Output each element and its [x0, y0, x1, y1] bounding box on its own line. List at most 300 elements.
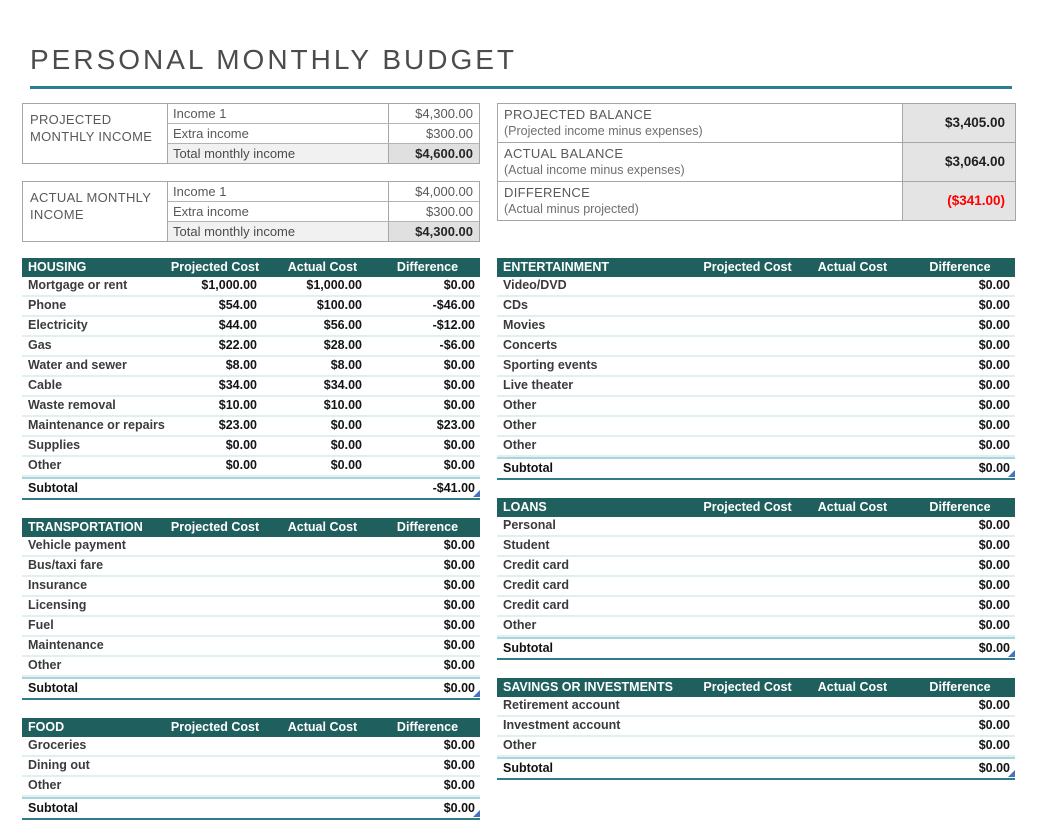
projected-cost-cell[interactable]	[695, 717, 800, 735]
category-cell[interactable]: Supplies	[28, 438, 81, 452]
actual-cost-cell[interactable]	[800, 597, 905, 615]
expense-row	[497, 577, 1015, 597]
expense-row	[22, 757, 480, 777]
income-item-cell[interactable]: Total monthly income	[168, 222, 389, 241]
expense-row	[497, 317, 1015, 337]
expense-table-entertainment	[497, 258, 1015, 480]
category-cell[interactable]: Vehicle payment	[28, 538, 126, 552]
subtotal-row	[497, 757, 1015, 780]
difference-cell[interactable]: $0.00	[978, 518, 1010, 532]
projected-cost-cell[interactable]: $22.00	[218, 338, 257, 352]
actual-cost-cell[interactable]	[800, 517, 905, 535]
category-cell[interactable]: Water and sewer	[28, 358, 127, 372]
subtotal-difference-cell[interactable]: -$41.00	[432, 481, 475, 495]
column-header-actual-cost: Actual Cost	[817, 680, 888, 694]
difference-cell[interactable]: $0.00	[978, 558, 1010, 572]
expense-row	[22, 397, 480, 417]
category-cell[interactable]: Other	[503, 418, 537, 432]
expense-row	[497, 337, 1015, 357]
difference-cell[interactable]: $0.00	[443, 558, 475, 572]
balance-label-cell	[498, 104, 903, 142]
fill-handle-icon	[1008, 470, 1015, 477]
category-cell[interactable]: Licensing	[28, 598, 87, 612]
actual-cost-cell[interactable]	[800, 577, 905, 595]
subtotal-actual-cell	[270, 799, 375, 818]
difference-cell[interactable]: $0.00	[443, 778, 475, 792]
balance-row	[498, 143, 1015, 182]
expense-row	[22, 577, 480, 597]
income-table-1	[22, 181, 480, 242]
actual-cost-cell[interactable]	[270, 577, 375, 595]
expense-table-title: LOANS	[503, 500, 547, 514]
actual-cost-cell[interactable]	[270, 537, 375, 555]
expense-row	[22, 537, 480, 557]
actual-cost-cell[interactable]: $28.00	[323, 338, 362, 352]
projected-cost-cell[interactable]	[160, 597, 270, 615]
subtotal-difference-cell[interactable]: $0.00	[443, 681, 475, 695]
subtotal-row	[22, 677, 480, 700]
subtotal-projected-cell	[160, 679, 270, 698]
projected-cost-cell[interactable]	[695, 417, 800, 435]
actual-cost-cell[interactable]: $34.00	[323, 378, 362, 392]
projected-cost-cell[interactable]: $0.00	[225, 458, 257, 472]
difference-cell[interactable]: $0.00	[978, 338, 1010, 352]
difference-cell[interactable]: $0.00	[978, 718, 1010, 732]
column-header-actual-cost: Actual Cost	[287, 260, 358, 274]
actual-cost-cell[interactable]	[800, 437, 905, 455]
title-underline	[30, 86, 1012, 89]
income-row	[168, 124, 479, 144]
income-value-cell[interactable]: $4,600.00	[389, 144, 479, 163]
actual-cost-cell[interactable]: $100.00	[316, 298, 362, 312]
projected-cost-cell[interactable]	[695, 737, 800, 755]
actual-cost-cell[interactable]: $0.00	[330, 418, 362, 432]
actual-cost-cell[interactable]	[800, 297, 905, 315]
difference-cell[interactable]: $0.00	[443, 638, 475, 652]
difference-cell[interactable]: $0.00	[443, 438, 475, 452]
expense-table-header	[497, 258, 1015, 277]
actual-cost-cell[interactable]	[270, 617, 375, 635]
projected-cost-cell[interactable]	[695, 617, 800, 635]
projected-cost-cell[interactable]	[695, 337, 800, 355]
actual-cost-cell[interactable]	[800, 377, 905, 395]
actual-cost-cell[interactable]: $0.00	[330, 438, 362, 452]
expense-table-title: TRANSPORTATION	[28, 520, 143, 534]
difference-cell[interactable]: $0.00	[443, 278, 475, 292]
projected-cost-cell[interactable]	[695, 297, 800, 315]
subtotal-actual-cell	[270, 479, 375, 498]
expense-table-header	[22, 258, 480, 277]
difference-cell[interactable]: $0.00	[978, 438, 1010, 452]
actual-cost-cell[interactable]	[270, 757, 375, 775]
actual-cost-cell[interactable]	[800, 277, 905, 295]
difference-cell[interactable]: $0.00	[978, 378, 1010, 392]
actual-cost-cell[interactable]	[800, 557, 905, 575]
expense-row	[497, 277, 1015, 297]
income-item-cell[interactable]: Total monthly income	[168, 144, 389, 163]
balance-row-title: DIFFERENCE	[504, 185, 591, 200]
column-header-projected-cost: Projected Cost	[703, 260, 792, 274]
actual-cost-cell[interactable]	[800, 397, 905, 415]
income-row	[168, 202, 479, 222]
expense-table-loans	[497, 498, 1015, 660]
balance-row-subtitle: (Actual minus projected)	[504, 202, 639, 216]
difference-cell[interactable]: -$6.00	[439, 338, 475, 352]
projected-cost-cell[interactable]	[695, 517, 800, 535]
expense-table-header	[22, 718, 480, 737]
income-value-cell[interactable]: $300.00	[426, 126, 473, 141]
difference-cell[interactable]: $0.00	[443, 358, 475, 372]
actual-cost-cell[interactable]	[800, 537, 905, 555]
projected-cost-cell[interactable]: $44.00	[218, 318, 257, 332]
expense-column-right	[497, 258, 1015, 798]
balance-value-cell[interactable]: $3,064.00	[903, 143, 1015, 181]
difference-cell[interactable]: $0.00	[978, 698, 1010, 712]
subtotal-projected-cell	[695, 759, 800, 778]
projected-cost-cell[interactable]	[695, 537, 800, 555]
projected-cost-cell[interactable]	[160, 657, 270, 675]
projected-cost-cell[interactable]	[160, 617, 270, 635]
category-cell[interactable]: Concerts	[503, 338, 558, 352]
actual-cost-cell[interactable]	[270, 597, 375, 615]
difference-cell[interactable]: -$12.00	[432, 318, 475, 332]
category-cell[interactable]: Other	[503, 398, 537, 412]
expense-row	[22, 637, 480, 657]
income-section-label: ACTUAL MONTHLY INCOME	[23, 182, 168, 241]
category-cell[interactable]: Sporting events	[503, 358, 598, 372]
category-cell[interactable]: Credit card	[503, 558, 569, 572]
income-rows	[168, 182, 479, 241]
category-cell[interactable]: Student	[503, 538, 550, 552]
expense-table-title: HOUSING	[28, 260, 87, 274]
actual-cost-cell[interactable]: $8.00	[330, 358, 362, 372]
projected-cost-cell[interactable]	[160, 637, 270, 655]
actual-cost-cell[interactable]	[800, 617, 905, 635]
expense-table-title: SAVINGS OR INVESTMENTS	[503, 680, 673, 694]
projected-cost-cell[interactable]	[695, 377, 800, 395]
actual-cost-cell[interactable]	[270, 557, 375, 575]
category-cell[interactable]: Live theater	[503, 378, 574, 392]
column-header-actual-cost: Actual Cost	[287, 520, 358, 534]
projected-cost-cell[interactable]	[160, 557, 270, 575]
expense-row	[22, 277, 480, 297]
expense-row	[497, 437, 1015, 457]
difference-cell[interactable]: $23.00	[436, 418, 475, 432]
balance-row-title: PROJECTED BALANCE	[504, 107, 653, 122]
subtotal-row	[497, 457, 1015, 480]
subtotal-label: Subtotal	[503, 461, 553, 475]
expense-row	[497, 377, 1015, 397]
column-header-projected-cost: Projected Cost	[170, 520, 260, 534]
projected-cost-cell[interactable]	[695, 697, 800, 715]
income-row	[168, 222, 479, 241]
category-cell[interactable]: Electricity	[28, 318, 88, 332]
category-cell[interactable]: Video/DVD	[503, 278, 567, 292]
projected-cost-cell[interactable]: $34.00	[218, 378, 257, 392]
column-header-projected-cost: Projected Cost	[170, 720, 260, 734]
expense-table-title: ENTERTAINMENT	[503, 260, 610, 274]
expense-table-savings	[497, 678, 1015, 780]
column-header-difference: Difference	[929, 500, 991, 514]
projected-cost-cell[interactable]	[160, 777, 270, 795]
actual-cost-cell[interactable]: $1,000.00	[306, 278, 362, 292]
fill-handle-icon	[473, 490, 480, 497]
difference-cell[interactable]: $0.00	[978, 578, 1010, 592]
projected-cost-cell[interactable]: $1,000.00	[201, 278, 257, 292]
category-cell[interactable]: Cable	[28, 378, 63, 392]
subtotal-row	[22, 477, 480, 500]
column-header-difference: Difference	[396, 720, 459, 734]
projected-cost-cell[interactable]	[160, 577, 270, 595]
projected-cost-cell[interactable]	[160, 757, 270, 775]
column-header-projected-cost: Projected Cost	[170, 260, 260, 274]
expense-row	[497, 517, 1015, 537]
fill-handle-icon	[473, 810, 480, 817]
projected-cost-cell[interactable]	[695, 397, 800, 415]
column-header-difference: Difference	[929, 680, 991, 694]
projected-cost-cell[interactable]	[160, 737, 270, 755]
column-header-projected-cost: Projected Cost	[703, 680, 792, 694]
expense-table-header	[22, 518, 480, 537]
balance-row-subtitle: (Actual income minus expenses)	[504, 163, 685, 177]
category-cell[interactable]: Personal	[503, 518, 556, 532]
expense-row	[22, 557, 480, 577]
income-row	[168, 182, 479, 202]
projected-cost-cell[interactable]	[695, 577, 800, 595]
expense-table-header	[497, 498, 1015, 517]
difference-cell[interactable]: $0.00	[443, 458, 475, 472]
category-cell[interactable]: Other	[503, 738, 537, 752]
expense-row	[497, 297, 1015, 317]
income-value-cell[interactable]: $300.00	[426, 204, 473, 219]
fill-handle-icon	[1008, 770, 1015, 777]
expense-row	[22, 337, 480, 357]
difference-cell[interactable]: $0.00	[443, 658, 475, 672]
expense-row	[497, 537, 1015, 557]
expense-row	[22, 617, 480, 637]
actual-cost-cell[interactable]: $10.00	[323, 398, 362, 412]
difference-cell[interactable]: $0.00	[978, 418, 1010, 432]
category-cell[interactable]: Investment account	[503, 718, 621, 732]
category-cell[interactable]: Waste removal	[28, 398, 116, 412]
column-header-difference: Difference	[929, 260, 991, 274]
actual-cost-cell[interactable]: $0.00	[330, 458, 362, 472]
expense-row	[497, 597, 1015, 617]
expense-table-title: FOOD	[28, 720, 65, 734]
expense-table-transportation	[22, 518, 480, 700]
subtotal-actual-cell	[270, 679, 375, 698]
expense-row	[22, 357, 480, 377]
expense-row	[22, 377, 480, 397]
subtotal-row	[497, 637, 1015, 660]
actual-cost-cell[interactable]	[800, 717, 905, 735]
income-table-0	[22, 103, 480, 164]
income-section-label: PROJECTED MONTHLY INCOME	[23, 104, 168, 163]
difference-cell[interactable]: $0.00	[443, 378, 475, 392]
difference-cell[interactable]: $0.00	[443, 578, 475, 592]
category-cell[interactable]: Groceries	[28, 738, 87, 752]
fill-handle-icon	[473, 690, 480, 697]
income-item-cell[interactable]: Extra income	[168, 202, 389, 221]
projected-cost-cell[interactable]	[695, 597, 800, 615]
difference-cell[interactable]: $0.00	[978, 738, 1010, 752]
subtotal-row	[22, 797, 480, 820]
category-cell[interactable]: Movies	[503, 318, 546, 332]
actual-cost-cell[interactable]	[800, 337, 905, 355]
category-cell[interactable]: Maintenance or repairs	[28, 418, 165, 432]
expense-row	[22, 437, 480, 457]
subtotal-projected-cell	[160, 479, 270, 498]
actual-cost-cell[interactable]: $56.00	[323, 318, 362, 332]
balance-value-cell[interactable]: ($341.00)	[903, 182, 1015, 220]
projected-cost-cell[interactable]: $10.00	[218, 398, 257, 412]
projected-cost-cell[interactable]: $0.00	[225, 438, 257, 452]
income-row	[168, 104, 479, 124]
subtotal-projected-cell	[695, 459, 800, 478]
subtotal-label: Subtotal	[28, 801, 78, 815]
expense-row	[22, 737, 480, 757]
category-cell[interactable]: Other	[28, 778, 62, 792]
expense-row	[22, 457, 480, 477]
difference-cell[interactable]: $0.00	[978, 298, 1010, 312]
actual-cost-cell[interactable]	[800, 737, 905, 755]
category-cell[interactable]: Credit card	[503, 578, 569, 592]
difference-cell[interactable]: $0.00	[978, 618, 1010, 632]
expense-row	[497, 417, 1015, 437]
expense-row	[22, 777, 480, 797]
projected-cost-cell[interactable]	[695, 317, 800, 335]
subtotal-label: Subtotal	[503, 761, 553, 775]
difference-cell[interactable]: $0.00	[978, 278, 1010, 292]
subtotal-actual-cell	[800, 759, 905, 778]
difference-cell[interactable]: $0.00	[978, 358, 1010, 372]
category-cell[interactable]: Other	[503, 438, 537, 452]
category-cell[interactable]: Fuel	[28, 618, 54, 632]
actual-cost-cell[interactable]	[800, 417, 905, 435]
difference-cell[interactable]: -$46.00	[432, 298, 475, 312]
column-header-projected-cost: Projected Cost	[703, 500, 792, 514]
income-item-cell[interactable]: Income 1	[168, 182, 389, 201]
income-value-cell[interactable]: $4,000.00	[415, 184, 473, 199]
page-title: PERSONAL MONTHLY BUDGET	[30, 44, 518, 75]
balance-table	[497, 103, 1016, 221]
expense-row	[497, 697, 1015, 717]
difference-cell[interactable]: $0.00	[443, 738, 475, 752]
actual-cost-cell[interactable]	[800, 697, 905, 715]
column-header-difference: Difference	[396, 260, 459, 274]
difference-cell[interactable]: $0.00	[978, 398, 1010, 412]
expense-row	[497, 617, 1015, 637]
subtotal-projected-cell	[695, 639, 800, 658]
category-cell[interactable]: Other	[28, 658, 62, 672]
column-header-difference: Difference	[396, 520, 459, 534]
projected-cost-cell[interactable]	[695, 357, 800, 375]
income-item-cell[interactable]: Extra income	[168, 124, 389, 143]
difference-cell[interactable]: $0.00	[443, 398, 475, 412]
projected-cost-cell[interactable]	[160, 537, 270, 555]
category-cell[interactable]: Mortgage or rent	[28, 278, 128, 292]
expense-row	[497, 357, 1015, 377]
expense-row	[22, 417, 480, 437]
expense-row	[497, 557, 1015, 577]
balance-value-cell[interactable]: $3,405.00	[903, 104, 1015, 142]
actual-cost-cell[interactable]	[800, 317, 905, 335]
income-row	[168, 144, 479, 163]
projected-cost-cell[interactable]: $23.00	[218, 418, 257, 432]
subtotal-difference-cell[interactable]: $0.00	[443, 801, 475, 815]
category-cell[interactable]: Credit card	[503, 598, 569, 612]
expense-column-left	[22, 258, 480, 838]
income-value-cell[interactable]: $4,300.00	[415, 106, 473, 121]
difference-cell[interactable]: $0.00	[443, 538, 475, 552]
subtotal-label: Subtotal	[503, 641, 553, 655]
subtotal-label: Subtotal	[28, 681, 78, 695]
actual-cost-cell[interactable]	[270, 777, 375, 795]
category-cell[interactable]: Bus/taxi fare	[28, 558, 104, 572]
income-item-cell[interactable]: Income 1	[168, 104, 389, 123]
column-header-actual-cost: Actual Cost	[287, 720, 358, 734]
actual-cost-cell[interactable]	[270, 657, 375, 675]
expense-table-food	[22, 718, 480, 820]
difference-cell[interactable]: $0.00	[978, 538, 1010, 552]
expense-row	[497, 737, 1015, 757]
difference-cell[interactable]: $0.00	[443, 618, 475, 632]
column-header-actual-cost: Actual Cost	[817, 260, 888, 274]
expense-row	[22, 317, 480, 337]
category-cell[interactable]: Retirement account	[503, 698, 620, 712]
category-cell[interactable]: Maintenance	[28, 638, 104, 652]
difference-cell[interactable]: $0.00	[443, 758, 475, 772]
projected-cost-cell[interactable]	[695, 277, 800, 295]
subtotal-difference-cell[interactable]: $0.00	[978, 461, 1010, 475]
projected-cost-cell[interactable]: $8.00	[225, 358, 257, 372]
expense-row	[22, 657, 480, 677]
projected-cost-cell[interactable]	[695, 437, 800, 455]
column-header-actual-cost: Actual Cost	[817, 500, 888, 514]
expense-row	[497, 397, 1015, 417]
actual-cost-cell[interactable]	[270, 637, 375, 655]
expense-table-header	[497, 678, 1015, 697]
expense-row	[22, 297, 480, 317]
subtotal-actual-cell	[800, 459, 905, 478]
balance-label-cell	[498, 143, 903, 181]
category-cell[interactable]: CDs	[503, 298, 529, 312]
projected-cost-cell[interactable]: $54.00	[218, 298, 257, 312]
category-cell[interactable]: Insurance	[28, 578, 88, 592]
subtotal-difference-cell[interactable]: $0.00	[978, 641, 1010, 655]
projected-cost-cell[interactable]	[695, 557, 800, 575]
difference-cell[interactable]: $0.00	[443, 598, 475, 612]
actual-cost-cell[interactable]	[270, 737, 375, 755]
balance-row	[498, 104, 1015, 143]
category-cell[interactable]: Phone	[28, 298, 67, 312]
subtotal-label: Subtotal	[28, 481, 78, 495]
category-cell[interactable]: Dining out	[28, 758, 90, 772]
category-cell[interactable]: Gas	[28, 338, 52, 352]
expense-row	[497, 717, 1015, 737]
expense-row	[22, 597, 480, 617]
income-value-cell[interactable]: $4,300.00	[389, 222, 479, 241]
subtotal-difference-cell[interactable]: $0.00	[978, 761, 1010, 775]
actual-cost-cell[interactable]	[800, 357, 905, 375]
income-section	[22, 103, 480, 259]
category-cell[interactable]: Other	[503, 618, 537, 632]
difference-cell[interactable]: $0.00	[978, 318, 1010, 332]
difference-cell[interactable]: $0.00	[978, 598, 1010, 612]
balance-row	[498, 182, 1015, 220]
subtotal-actual-cell	[800, 639, 905, 658]
category-cell[interactable]: Other	[28, 458, 62, 472]
